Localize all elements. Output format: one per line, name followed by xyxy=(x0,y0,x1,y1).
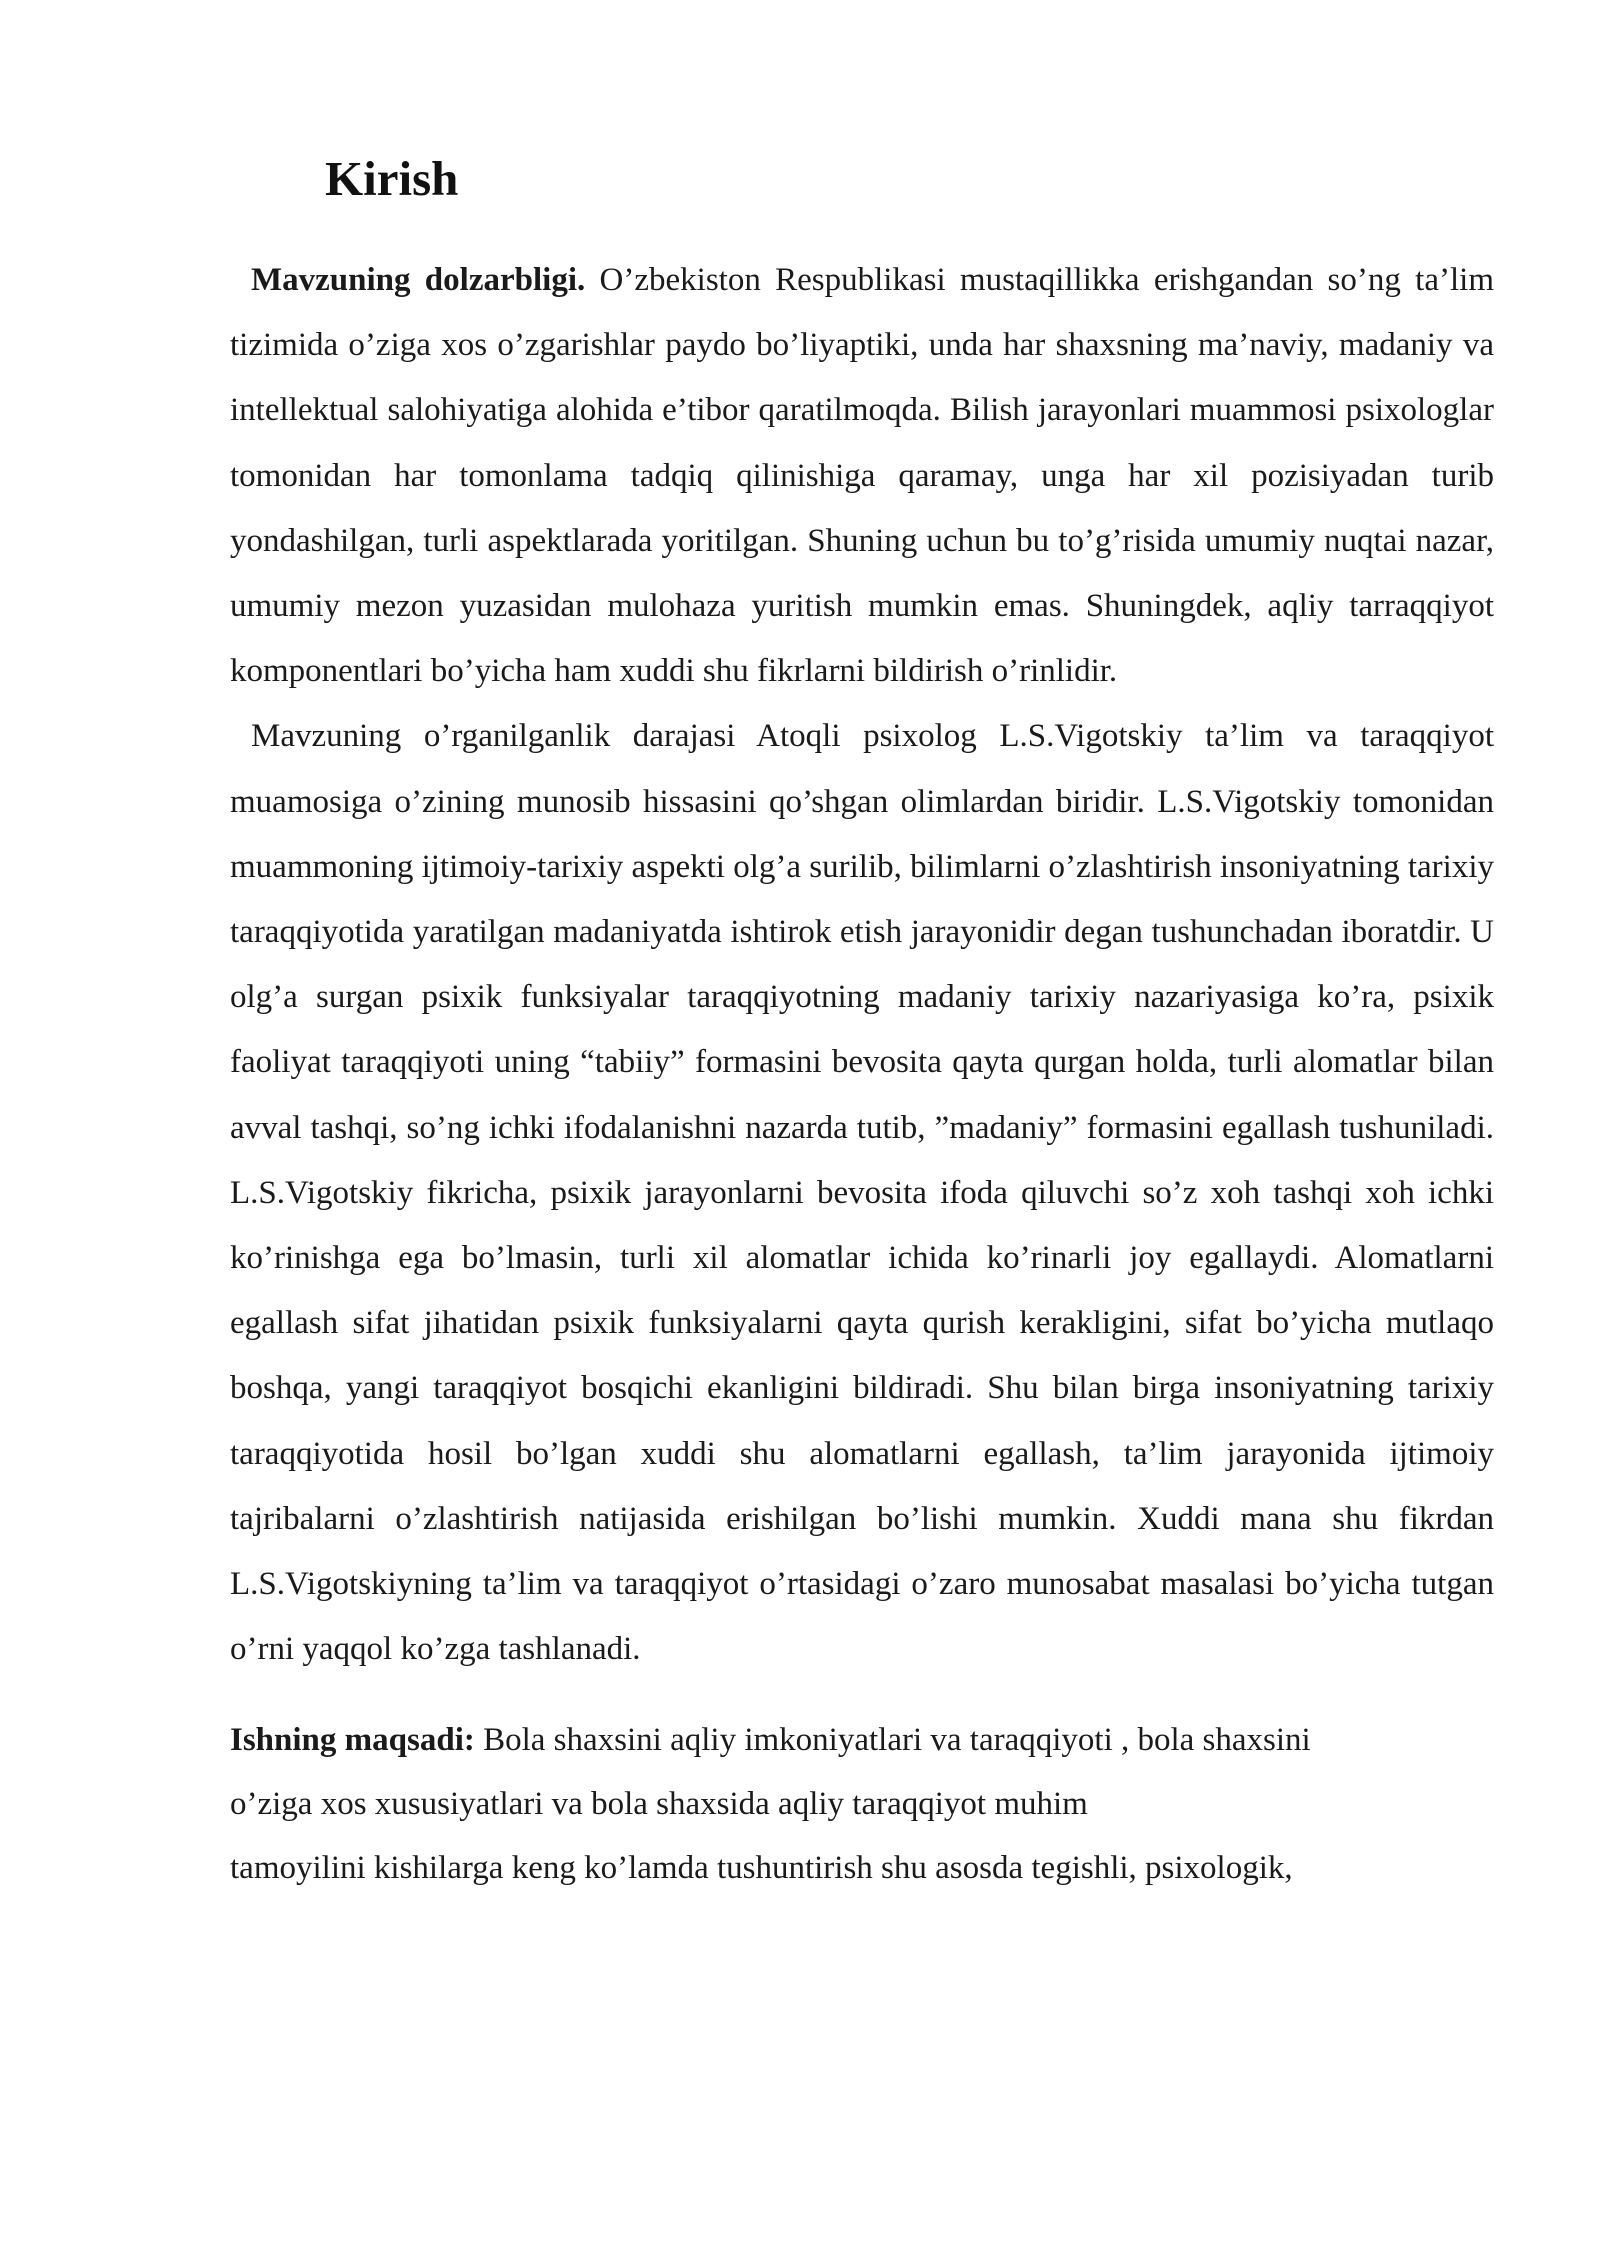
goal-line-1 xyxy=(230,1708,1494,1772)
paragraph-lead-goal: Ishning maqsadi: xyxy=(230,1722,475,1759)
paragraph-relevance xyxy=(230,248,1494,704)
page-title: Kirish xyxy=(325,151,459,206)
paragraph-text-study-degree: Mavzuning o’rganilganlik darajasi Atoqli psixolog L.S.Vigotskiy ta’lim va taraqqiyot muamosiga o’zining munosib hissasini qo’shgan olimlardan biridir. L.S.Vigotskiy tomonidan muammoning ijtimoiy-tarixiy aspekti olg’a surilib, bilimlarni o’zlashtirish insoniyatning tarixiy taraqqiyotida yaratilgan madaniyatda ishtirok etish jarayonidir degan tushunchadan iboratdir. U olg’a surgan psixik funksiyalar taraqqiyotning madaniy tarixiy nazariyasiga ko’ra, psixik faoliyat taraqqiyoti uning “tabiiy” formasini bevosita qayta qurgan holda, turli alomatlar bilan avval tashqi, so’ng ichki ifodalanishni nazarda tutib, ”madaniy” formasini egallash tushuniladi. L.S.Vigotskiy fikricha, psixik jarayonlarni bevosita ifoda qiluvchi so’z xoh tashqi xoh ichki ko’rinishga ega bo’lmasin, turli xil alomatlar ichida ko’rinarli joy egallaydi. Alomatlarni egallash sifat jihatidan psixik funksiyalarni qayta qurish kerakligini, sifat bo’yicha mutlaqo boshqa, yangi taraqqiyot bosqichi ekanligini bildiradi. Shu bilan birga insoniyatning tarixiy taraqqiyotida hosil bo’lgan xuddi shu alomatlarni egallash, ta’lim jarayonida ijtimoiy tajribalarni o’zlashtirish natijasida erishilgan bo’lishi mumkin. Xuddi mana shu fikrdan L.S.Vigotskiyning ta’lim va taraqqiyot o’rtasidagi o’zaro munosabat masalasi bo’yicha tutgan o’rni yaqqol ko’zga tashlanadi. xyxy=(230,718,1494,1668)
goal-line-1-text: Bola shaxsini aqliy imkoniyatlari va taraqqiyoti , bola shaxsini xyxy=(474,1722,1311,1759)
document-body xyxy=(230,248,1494,1900)
paragraph-study-degree xyxy=(230,704,1494,1682)
goal-line-3: tamoyilini kishilarga keng ko’lamda tushuntirish shu asosda tegishli, psixologik, xyxy=(230,1850,1293,1887)
paragraph-lead-relevance: Mavzuning dolzarbligi. xyxy=(251,262,586,298)
paragraph-goal xyxy=(230,1708,1494,1900)
goal-line-2: o’ziga xos xususiyatlari va bola shaxsida aqliy taraqqiyot muhim xyxy=(230,1786,1088,1823)
paragraph-text-relevance: O’zbekiston Respublikasi mustaqillikka erishgandan so’ng ta’lim tizimida o’ziga xos o’zgarishlar paydo bo’liyaptiki, unda har shaxsning ma’naviy, madaniy va intellektual salohiyatiga alohida e’tibor qaratilmoqda. Bilish jarayonlari muammosi psixologlar tomonidan har tomonlama tadqiq qilinishiga qaramay, unga har xil pozisiyadan turib yondashilgan, turli aspektlarada yoritilgan. Shuning uchun bu to’g’risida umumiy nuqtai nazar, umumiy mezon yuzasidan mulohaza yuritish mumkin emas. Shuningdek, aqliy tarraqqiyot komponentlari bo’yicha ham xuddi shu fikrlarni bildirish o’rinlidir. xyxy=(230,262,1494,690)
